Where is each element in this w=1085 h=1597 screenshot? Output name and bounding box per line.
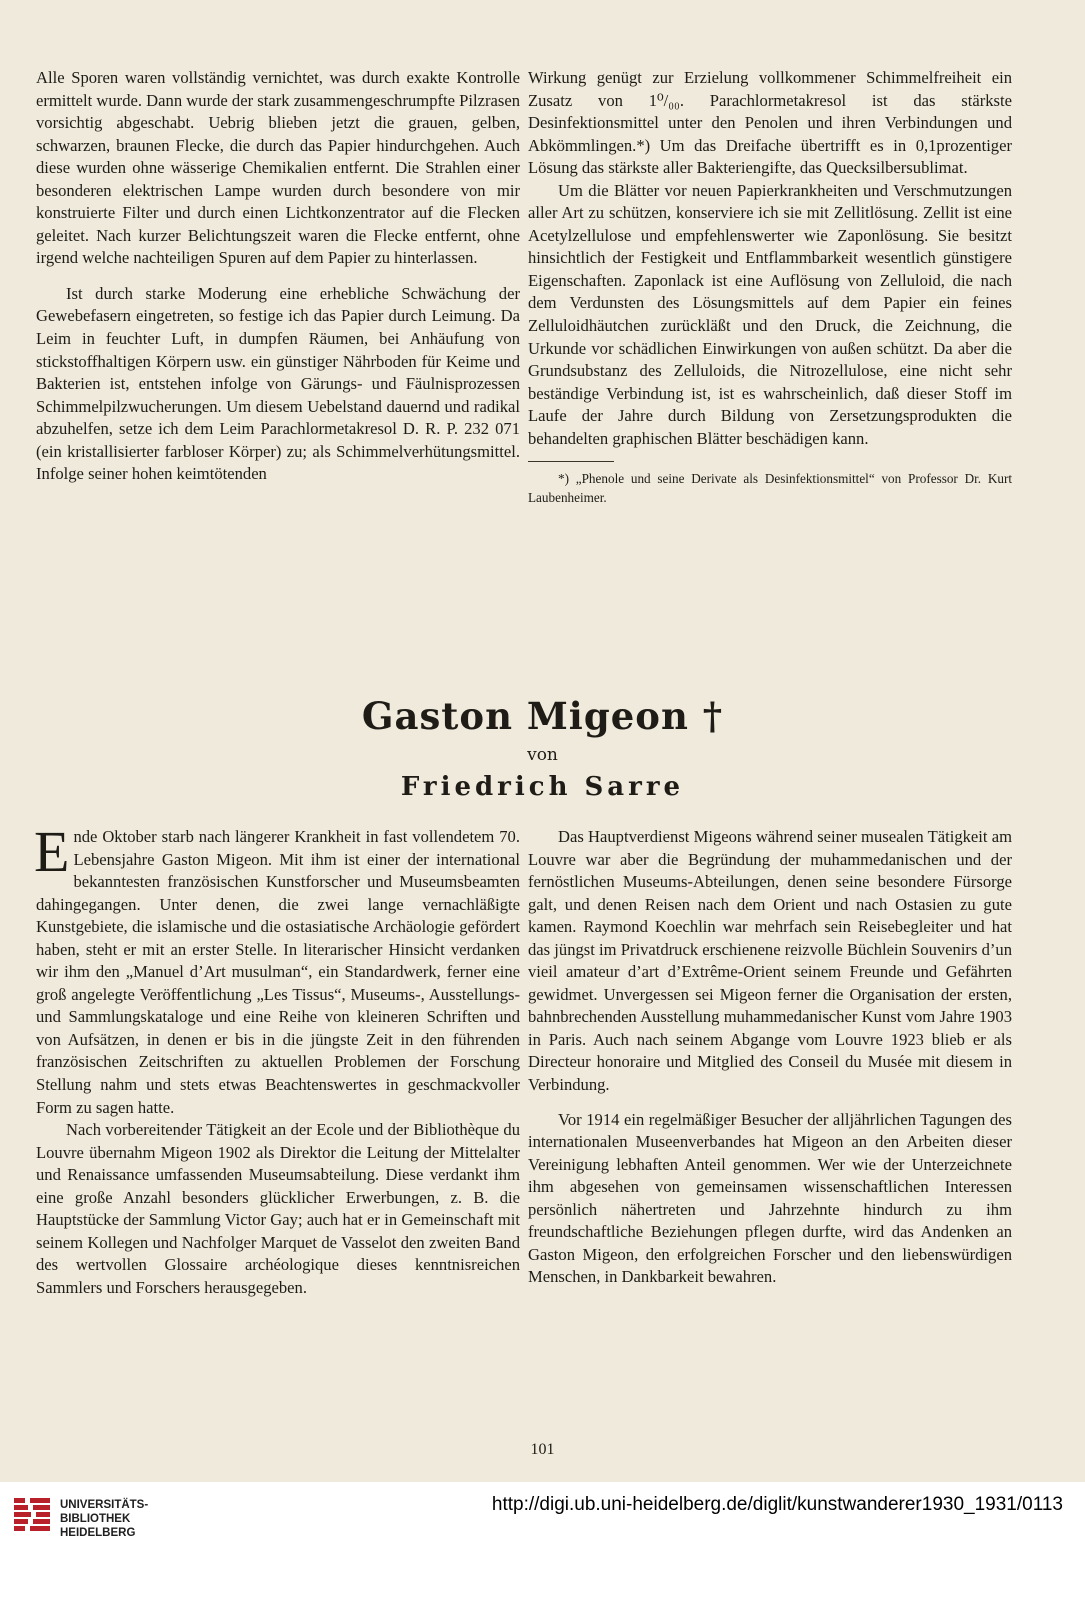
library-name-line: HEIDELBERG <box>60 1527 136 1539</box>
paragraph: Vor 1914 ein regelmäßiger Besucher der alljährlichen Tagungen des internationalen Museenverbandes hat Migeon an den Arbeiten dieser Vereinigung lebhaften Anteil genommen. Wer wie der Unterzeichnete ihm abgesehen von gemeinsamen wissenschaftlichen Interessen persönlich nähertreten und Jahrzehnte hindurch zu ihm freundschaftliche Beziehungen pflegen durfte, wird das Andenken an Gaston Migeon, den erfolgreichen Forscher und den liebenswürdigen Menschen, in Dankbarkeit bewahren. <box>528 1109 1012 1287</box>
paragraph-text: nde Oktober starb nach längerer Krankheit in fast vollendetem 70. Lebensjahre Gaston Migeon. Mit ihm ist einer der international bekanntesten französischen Kunstforscher und Museumsbeamten dahingegangen. Unter denen, die zwei lange vernachläßigte Kunstgebiete, die islamische und die ostasiatische Archäologie gefördert haben, steht er mit an erster Stelle. In literarischer Hinsicht verdanken wir ihm den „Manuel d’Art musulman“, ein Standardwerk, ferner eine groß angelegte Veröffentlichung „Les Tissus“, Museums-, Ausstellungs- und Sammlungskataloge und eine Reihe von kleineren Schriften und von Aufsätzen, in denen er bis in die jüngste Zeit in den führenden französischen Zeitschriften zu aktuellen Problemen der Forschung Stellung nahm und stets etwas Beachtenswertes in geschmackvoller Form zu sagen hatte. <box>36 827 520 1117</box>
paragraph: Ist durch starke Moderung eine erhebliche Schwächung der Gewebefasern eingetreten, so festige ich das Papier durch Leimung. Da Leim in feuchter Luft, in dumpfen Räumen, bei Anhäufung von stickstoffhaltigen Körpern usw. ein günstiger Nährboden für Keime und Bakterien ist, entstehen infolge von Gärungs- und Fäulnisprozessen Schimmelpilzwucherungen. Um diesem Uebelstand dauernd und radikal abzuhelfen, setze ich dem Leim Parachlormetakresol D. R. P. 232 071 (ein kristallisierter farbloser Körper) zu; als Schimmelverhütungsmittel. Infolge seiner hohen keimtötenden <box>36 283 520 484</box>
footer <box>0 1482 1085 1597</box>
obituary-title: Gaston Migeon † <box>361 694 724 738</box>
obituary-right-column <box>528 826 1012 1289</box>
paragraph: Alle Sporen waren vollständig vernichtet, was durch exakte Kontrolle ermittelt wurde. Dann wurde der stark zusammengeschrumpfte Pilzrasen vorsichtig abgeschabt. Uebrig blieben jetzt die grauen, gelben, schwarzen, braunen Flecke, die durch das Papier hindurchgehen. Auch diese wurden ohne wässerige Chemikalien entfernt. Die Strahlen einer besonderen elektrischen Lampe wurden durch besondere von mir konstruierte Filter und durch einen Lichtkonzentrator auf die Flecken geleitet. Nach kurzer Belichtungszeit waren die Flecke entfernt, ohne irgend welche nachteiligen Spuren auf dem Papier zu hinterlassen. <box>36 68 520 268</box>
author-name: Friedrich Sarre <box>400 772 685 802</box>
paragraph <box>34 819 520 1119</box>
source-url-link[interactable]: http://digi.ub.uni-heidelberg.de/diglit/kunstwanderer1930_1931/0113 <box>491 1494 1063 1515</box>
paragraph: Wirkung genügt zur Erzielung vollkommener Schimmelfreiheit ein Zusatz von 1⁰/₀₀. Parachlormetakresol ist das stärkste Desinfektionsmittel unter den Penolen und ihren Verbindungen und Abkömmlingen.*) Um das Dreifache übertrifft es in 0,1prozentiger Lösung das stärkste aller Bakteriengifte, das Quecksilbersublimat. <box>528 68 1012 178</box>
library-name <box>60 1498 148 1540</box>
footnote: *) „Phenole und seine Derivate als Desinfektionsmittel“ von Professor Dr. Kurt Laubenheimer. <box>528 471 1012 505</box>
obituary-left-column <box>34 819 520 1299</box>
article-left-column <box>36 67 520 486</box>
byline-von: von <box>527 745 558 765</box>
footnote-divider <box>528 461 614 462</box>
paragraph: Das Hauptverdienst Migeons während seiner musealen Tätigkeit am Louvre war aber die Begründung der muhammedanischen und der fernöstlichen Museums-Abteilungen, denen seine besondere Fürsorge galt, und denen Reisen nach dem Orient und nach Ostasien zu gute kamen. Raymond Koechlin war mehrfach sein Reisebegleiter und hat das jüngst im Privatdruck erschienene reizvolle Büchlein Souvenirs d’un vieil amateur d’art d’Extrême-Orient seinem Freunde und Gefährten gewidmet. Unvergessen sei Migeon ferner die Organisation der ersten, bahnbrechenden Ausstellung muhammedanischer Kunst vom Jahre 1903 in Paris. Auch nach seinem Abgange vom Louvre 1923 blieb er als Directeur honoraire und Mitglied des Conseil du Musée mit diesem in Verbindung. <box>528 827 1012 1095</box>
drop-cap: E <box>34 819 70 884</box>
article-right-column <box>528 67 1012 507</box>
library-name-line: UNIVERSITÄTS- <box>60 1499 149 1511</box>
library-name-line: BIBLIOTHEK <box>60 1513 131 1525</box>
page-number: 101 <box>530 1441 555 1458</box>
paragraph: Um die Blätter vor neuen Papierkrankheiten und Verschmutzungen aller Art zu schützen, konserviere ich sie mit Zellitlösung. Zellit ist eine Acetylzellulose und empfehlenswerter wie Zaponlösung. Sie besitzt hinsichtlich der Festigkeit und Entflammbarkeit wesentlich günstigere Eigenschaften. Zaponlack ist eine Auflösung von Zelluloid, die nach dem Verdunsten des Lösungsmittels auf dem Papier ein feines Zelluloidhäutchen zurückläßt und den Druck, die Zeichnung, die Urkunde vor schädlichen Einwirkungen von außen schützt. Da aber die Grundsubstanz des Zelluloids, die Nitrozellulose, eine nicht sehr beständige Verbindung ist, ist es wahrscheinlich, daß dieser Stoff im Laufe der Jahre durch Bildung von Zersetzungsprodukten die behandelten graphischen Blätter beschädigen kann. <box>528 180 1012 448</box>
university-seal-icon <box>14 1498 50 1538</box>
paragraph: Nach vorbereitender Tätigkeit an der Ecole und der Bibliothèque du Louvre übernahm Migeon 1902 als Direktor die Leitung der Mittelalter und Renaissance umfassenden Museumsabteilung. Diese verdankt ihm eine große Anzahl besonders glücklicher Erwerbungen, z. B. die Hauptstücke der Sammlung Victor Gay; auch hat er in Gemeinschaft mit seinem Kollegen und Nachfolger Marquet de Vasselot den zweiten Band des wertvollen Glossaire archéologique dieses kenntnisreichen Sammlers und Forschers herausgegeben. <box>36 1120 520 1297</box>
